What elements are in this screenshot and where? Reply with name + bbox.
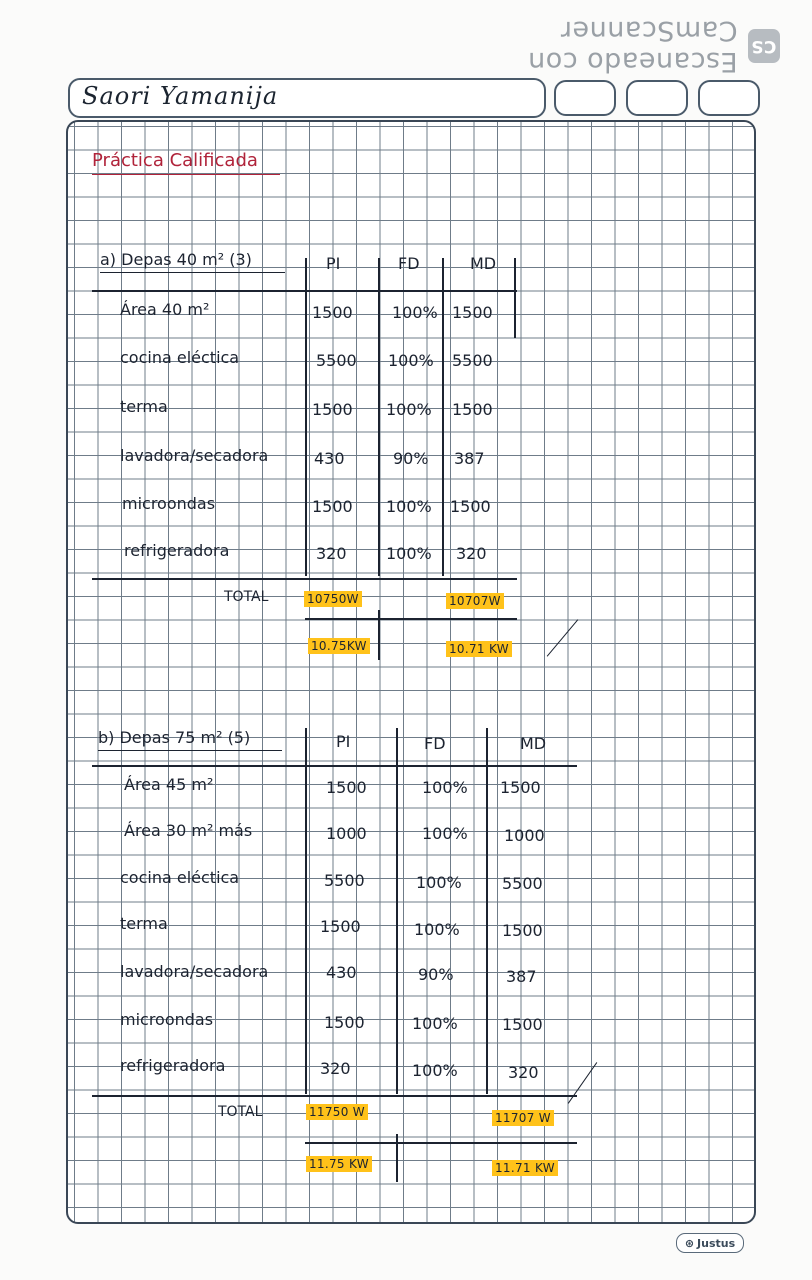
header-box-3 xyxy=(698,80,760,116)
section-b-col-divider-1 xyxy=(305,728,307,1094)
section-b-row-7-item: refrigeradora xyxy=(120,1056,226,1075)
section-b-row-3-item: cocina eléctica xyxy=(120,868,240,887)
section-a-row-3-md: 1500 xyxy=(452,400,493,419)
section-a-heading: a) Depas 40 m² (3) xyxy=(100,250,252,269)
section-b-row-6-pi: 1500 xyxy=(324,1013,365,1032)
section-b-header-line xyxy=(92,765,577,767)
title-underline xyxy=(92,174,280,175)
section-b-total-pi-w: 11750 W xyxy=(306,1104,368,1120)
section-a-row-6-fd: 100% xyxy=(386,544,432,563)
section-b-col-md: MD xyxy=(520,734,547,753)
section-a-col-divider-4 xyxy=(514,258,516,338)
section-b-row-4-item: terma xyxy=(120,914,168,933)
section-b-row-1-fd: 100% xyxy=(422,778,468,797)
section-a-row-4-md: 387 xyxy=(454,449,485,468)
section-a-row-1-fd: 100% xyxy=(392,303,438,322)
section-a-total-label: TOTAL xyxy=(224,589,269,605)
camscanner-logo-icon: CS xyxy=(748,29,780,63)
section-b-row-3-pi: 5500 xyxy=(324,871,365,890)
section-b-row-2-fd: 100% xyxy=(422,824,468,843)
section-b-row-6-md: 1500 xyxy=(502,1015,543,1034)
section-a-row-5-pi: 1500 xyxy=(312,497,353,516)
section-a-col-pi: PI xyxy=(326,254,341,273)
section-b-kw-line xyxy=(305,1142,577,1144)
section-b-total-label: TOTAL xyxy=(218,1104,263,1120)
section-b-row-2-pi: 1000 xyxy=(326,824,367,843)
section-a-row-6-md: 320 xyxy=(456,544,487,563)
section-b-row-1-pi: 1500 xyxy=(326,778,367,797)
section-a-row-6-pi: 320 xyxy=(316,544,347,563)
section-a-row-5-md: 1500 xyxy=(450,497,491,516)
section-b-total-pi-kw: 11.75 KW xyxy=(306,1156,372,1172)
section-b-heading-underline xyxy=(98,750,282,751)
section-a-row-2-fd: 100% xyxy=(388,351,434,370)
section-a-row-6-item: refrigeradora xyxy=(124,541,230,560)
section-b-row-4-pi: 1500 xyxy=(320,917,361,936)
section-b-col-divider-3 xyxy=(486,728,488,1094)
section-a-row-4-pi: 430 xyxy=(314,449,345,468)
section-b-row-6-fd: 100% xyxy=(412,1014,458,1033)
section-a-row-3-fd: 100% xyxy=(386,400,432,419)
section-b-col-divider-2 xyxy=(396,728,398,1094)
brand-name: Justus xyxy=(697,1236,736,1250)
section-a-row-2-pi: 5500 xyxy=(316,351,357,370)
section-b-row-4-fd: 100% xyxy=(414,920,460,939)
brand-circle-icon: ⊛ xyxy=(684,1236,695,1250)
justus-brand-logo xyxy=(676,1233,744,1253)
section-a-col-divider-3 xyxy=(442,258,444,576)
section-a-total-md-w: 10707W xyxy=(446,593,504,609)
section-b-total-md-kw: 11.71 KW xyxy=(492,1160,558,1176)
section-a-row-5-fd: 100% xyxy=(386,497,432,516)
student-name-field xyxy=(68,78,546,118)
section-b-row-2-item: Área 30 m² más xyxy=(124,821,253,840)
section-b-heading: b) Depas 75 m² (5) xyxy=(98,728,251,747)
section-a-row-4-fd: 90% xyxy=(393,449,429,468)
watermark-text: Escaneado con CamScanner xyxy=(527,15,738,77)
section-b-row-6-item: microondas xyxy=(120,1010,214,1029)
section-b-row-3-fd: 100% xyxy=(416,873,462,892)
section-b-row-5-item: lavadora/secadora xyxy=(120,962,269,981)
section-a-total-pi-kw: 10.75KW xyxy=(308,638,370,654)
section-a-row-2-md: 5500 xyxy=(452,351,493,370)
section-b-kw-divider xyxy=(396,1134,398,1182)
section-b-row-5-fd: 90% xyxy=(418,965,454,984)
section-a-kw-line xyxy=(305,618,517,620)
header-box-1 xyxy=(554,80,616,116)
section-b-total-line xyxy=(92,1095,577,1097)
section-a-row-1-item: Área 40 m² xyxy=(120,300,210,319)
section-a-kw-divider xyxy=(378,610,380,660)
section-a-row-3-pi: 1500 xyxy=(312,400,353,419)
section-a-row-5-item: microondas xyxy=(122,494,216,513)
section-a-heading-underline xyxy=(100,272,285,273)
section-a-row-3-item: terma xyxy=(120,397,168,416)
section-a-row-1-md: 1500 xyxy=(452,303,493,322)
section-b-row-3-md: 5500 xyxy=(502,874,543,893)
section-b-row-1-item: Área 45 m² xyxy=(124,775,214,794)
section-a-total-line xyxy=(92,578,517,580)
section-a-col-fd: FD xyxy=(398,254,420,273)
section-a-total-pi-w: 10750W xyxy=(304,591,362,607)
camscanner-watermark xyxy=(360,15,780,77)
section-a-total-md-kw: 10.71 KW xyxy=(446,641,512,657)
section-b-total-md-w: 11707 W xyxy=(492,1110,554,1126)
section-a-row-1-pi: 1500 xyxy=(312,303,353,322)
section-b-row-1-md: 1500 xyxy=(500,778,541,797)
section-b-row-4-md: 1500 xyxy=(502,921,543,940)
header-box-2 xyxy=(626,80,688,116)
section-a-col-divider-2 xyxy=(378,258,380,576)
section-a-row-4-item: lavadora/secadora xyxy=(120,446,269,465)
student-name: Saori Yamanija xyxy=(82,82,279,110)
section-b-col-pi: PI xyxy=(336,732,351,751)
page-title: Práctica Calificada xyxy=(92,150,258,171)
section-b-row-2-md: 1000 xyxy=(504,826,545,845)
section-b-row-5-md: 387 xyxy=(506,967,537,986)
section-a-row-2-item: cocina eléctica xyxy=(120,348,240,367)
section-b-row-5-pi: 430 xyxy=(326,963,357,982)
section-b-col-fd: FD xyxy=(424,734,446,753)
section-b-row-7-pi: 320 xyxy=(320,1059,351,1078)
section-a-col-divider-1 xyxy=(305,258,307,576)
section-b-row-7-fd: 100% xyxy=(412,1061,458,1080)
section-b-row-7-md: 320 xyxy=(508,1063,539,1082)
section-a-col-md: MD xyxy=(470,254,497,273)
